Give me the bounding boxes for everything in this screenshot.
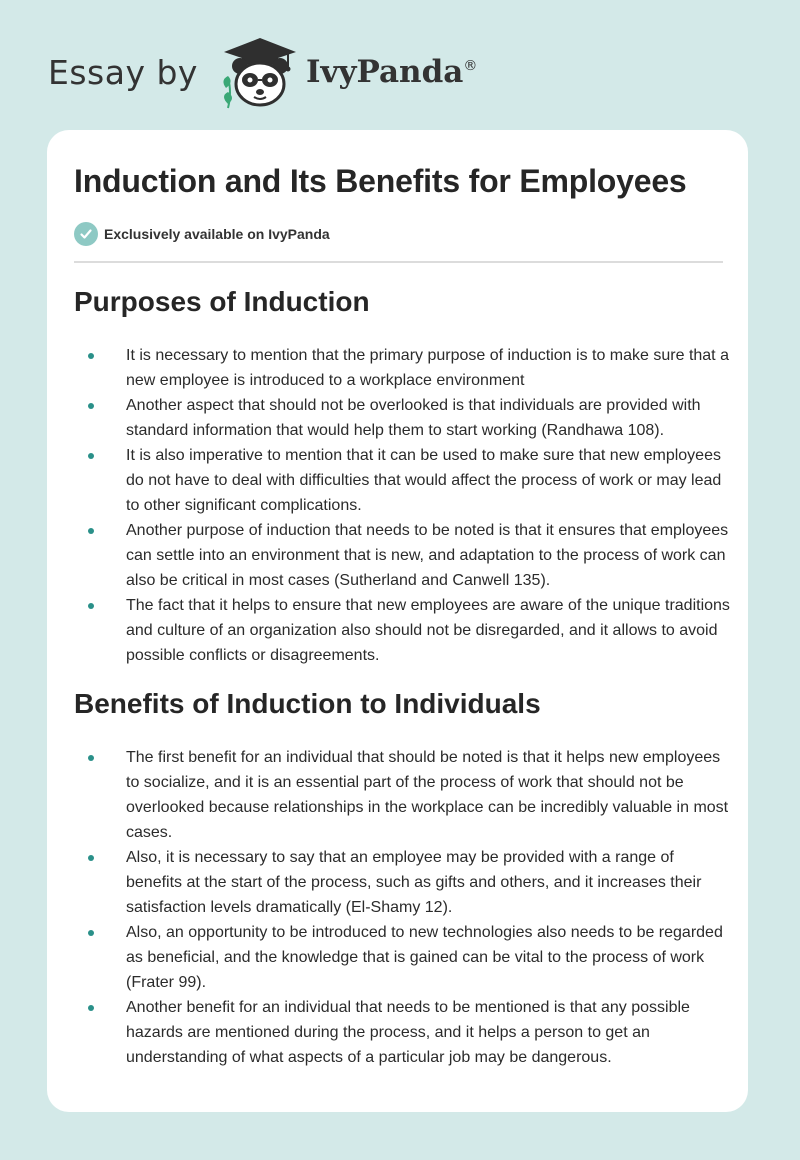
bullet-dot [88, 855, 94, 861]
list-item: The first benefit for an individual that should be noted is that it helps new employees to socialize, and it is an essential part of the process of work that should not be overlooked because relationships in the workplace can be incredibly valuable in most cases. [74, 745, 734, 845]
benefits-list [74, 745, 734, 1070]
list-item: Another aspect that should not be overlooked is that individuals are provided with standard information that would help them to start working (Randhawa 108). [74, 393, 734, 443]
exclusive-badge-label: Exclusively available on IvyPanda [104, 226, 330, 242]
bullet-dot [88, 353, 94, 359]
check-circle-icon [74, 222, 98, 246]
bullet-dot [88, 755, 94, 761]
site-header [48, 34, 477, 110]
bullet-dot [88, 528, 94, 534]
registered-mark: ® [463, 58, 478, 74]
essay-title: Induction and Its Benefits for Employees [74, 163, 687, 199]
list-item: It is necessary to mention that the primary purpose of induction is to make sure that a new employee is introduced to a workplace environment [74, 343, 734, 393]
list-item: Another benefit for an individual that needs to be mentioned is that any possible hazards are mentioned during the process, and it helps a person to get an understanding of what aspects of a particular job may be dangerous. [74, 995, 734, 1070]
bullet-dot [88, 453, 94, 459]
list-item: It is also imperative to mention that it can be used to make sure that new employees do not have to deal with difficulties that would affect the process of work or may lead to other significant complications. [74, 443, 734, 518]
bullet-dot [88, 403, 94, 409]
bullet-dot [88, 1005, 94, 1011]
title-divider [74, 261, 723, 263]
bullet-dot [88, 603, 94, 609]
bullet-dot [88, 930, 94, 936]
section-heading-purposes: Purposes of Induction [74, 286, 370, 317]
list-item: The fact that it helps to ensure that new employees are aware of the unique traditions and culture of an organization also should not be disregarded, and it allows to avoid possible conflicts or disagreements. [74, 593, 734, 668]
essay-by-label: Essay by [48, 52, 198, 92]
purposes-list [74, 343, 734, 668]
panda-graduate-icon [216, 34, 300, 110]
list-item: Also, it is necessary to say that an employee may be provided with a range of benefits at the start of the process, such as gifts and others, and it increases their satisfaction levels dramatically (El-Shamy 12). [74, 845, 734, 920]
essay-card [47, 130, 748, 1112]
brand-name: IvyPanda® [305, 54, 478, 90]
exclusive-badge [74, 222, 330, 246]
section-heading-benefits: Benefits of Induction to Individuals [74, 688, 541, 719]
list-item: Another purpose of induction that needs to be noted is that it ensures that employees can settle into an environment that is new, and adaptation to the process of work can also be critical in most cases (Sutherland and Canwell 135). [74, 518, 734, 593]
list-item: Also, an opportunity to be introduced to new technologies also needs to be regarded as beneficial, and the knowledge that is gained can be vital to the process of work (Frater 99). [74, 920, 734, 995]
